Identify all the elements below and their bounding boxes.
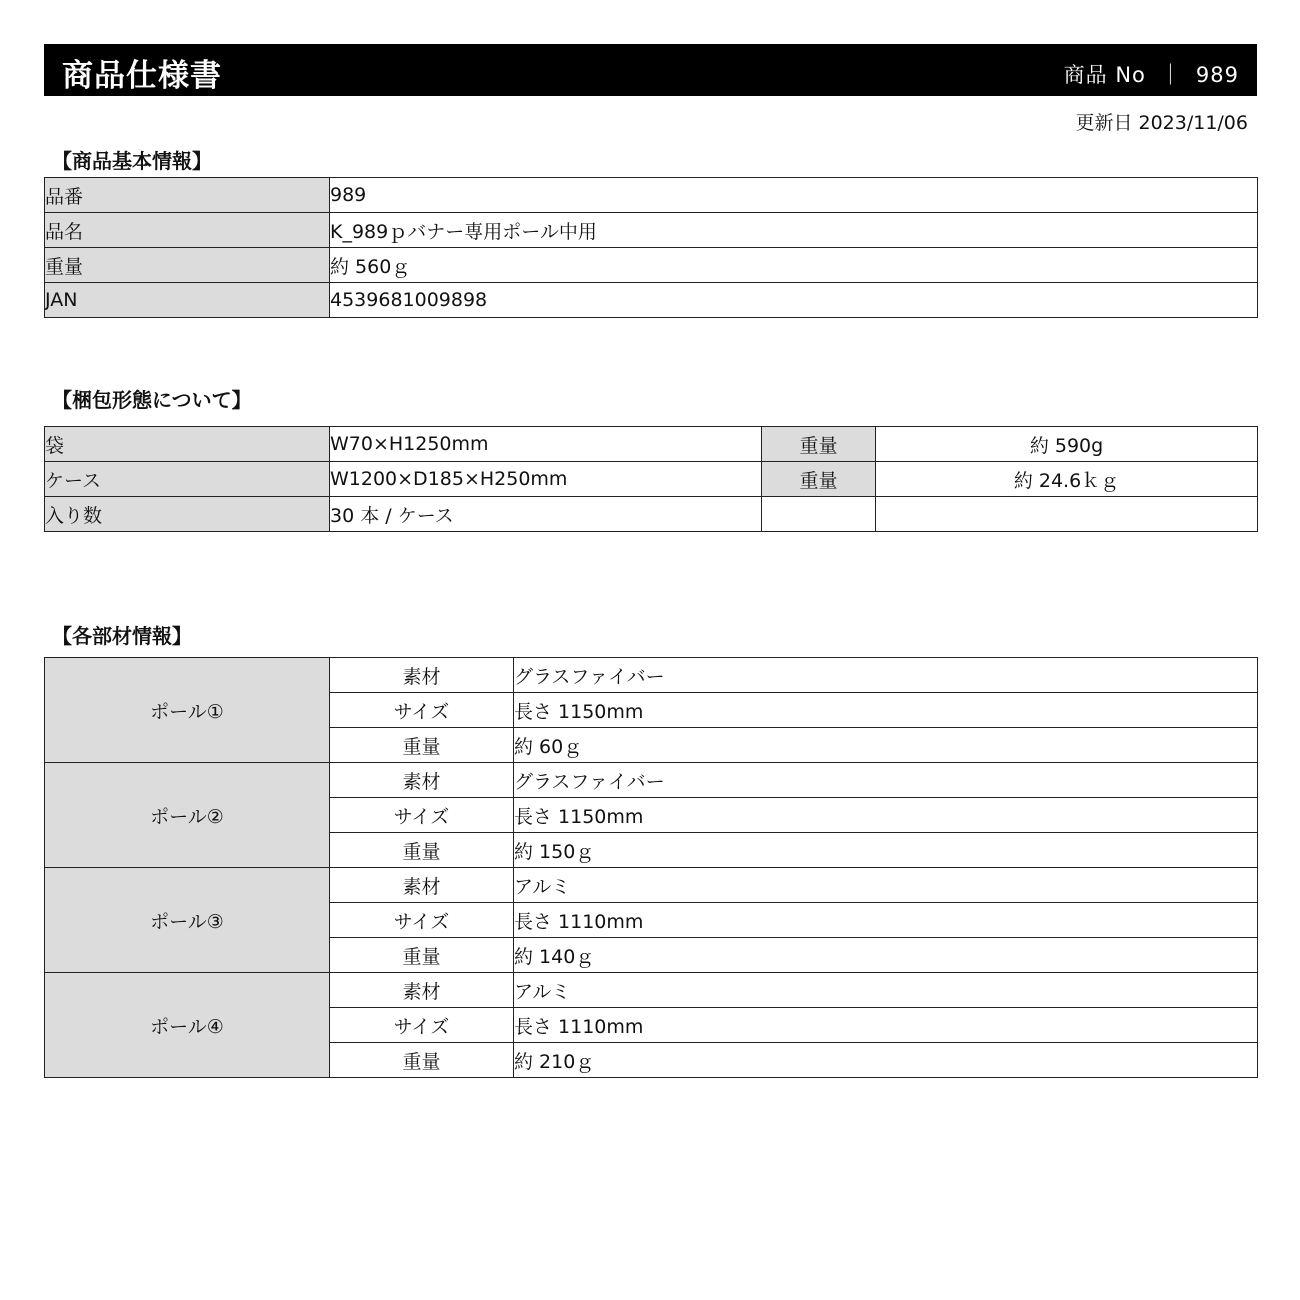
attr-value: アルミ — [514, 868, 1258, 903]
row-label: 重量 — [45, 248, 330, 283]
attr-value: 約 150ｇ — [514, 833, 1258, 868]
empty-cell — [762, 497, 876, 532]
updated-date: 更新日 2023/11/06 — [1075, 112, 1248, 134]
table-row — [45, 283, 1258, 318]
attr-label: サイズ — [330, 693, 514, 728]
table-row — [45, 427, 1258, 462]
section-title-parts: 【各部材情報】 — [52, 624, 192, 648]
row-value: 4539681009898 — [330, 283, 1258, 318]
packaging-table — [44, 426, 1258, 532]
part-name: ポール② — [45, 763, 330, 868]
header-separator: ｜ — [1159, 63, 1182, 87]
attr-value: グラスファイバー — [514, 763, 1258, 798]
table-row — [45, 973, 1258, 1008]
section-title-basic: 【商品基本情報】 — [52, 149, 212, 173]
weight-value: 約 24.6ｋｇ — [876, 462, 1258, 497]
row-value: 約 560ｇ — [330, 248, 1258, 283]
parts-table — [44, 657, 1258, 1078]
attr-label: 素材 — [330, 868, 514, 903]
attr-label: 重量 — [330, 728, 514, 763]
attr-value: グラスファイバー — [514, 658, 1258, 693]
attr-label: サイズ — [330, 903, 514, 938]
table-row — [45, 178, 1258, 213]
attr-value: 長さ 1150mm — [514, 798, 1258, 833]
table-row — [45, 497, 1258, 532]
attr-value: 長さ 1110mm — [514, 1008, 1258, 1043]
row-value: W70×H1250mm — [330, 427, 762, 462]
empty-cell — [876, 497, 1258, 532]
row-label: 入り数 — [45, 497, 330, 532]
document-title: 商品仕様書 — [62, 58, 222, 94]
basic-info-table — [44, 177, 1258, 318]
row-label: 袋 — [45, 427, 330, 462]
table-row — [45, 868, 1258, 903]
attr-value: 約 60ｇ — [514, 728, 1258, 763]
weight-value: 約 590g — [876, 427, 1258, 462]
row-value: 989 — [330, 178, 1258, 213]
row-label: 品番 — [45, 178, 330, 213]
attr-label: 素材 — [330, 763, 514, 798]
part-name: ポール④ — [45, 973, 330, 1078]
attr-label: 素材 — [330, 973, 514, 1008]
product-number-value: 989 — [1195, 63, 1239, 87]
attr-value: 約 210ｇ — [514, 1043, 1258, 1078]
weight-label: 重量 — [762, 427, 876, 462]
section-title-packaging: 【梱包形態について】 — [52, 388, 252, 412]
attr-label: 重量 — [330, 938, 514, 973]
part-name: ポール③ — [45, 868, 330, 973]
attr-value: 約 140ｇ — [514, 938, 1258, 973]
row-label: JAN — [45, 283, 330, 318]
weight-label: 重量 — [762, 462, 876, 497]
attr-label: 素材 — [330, 658, 514, 693]
table-row — [45, 658, 1258, 693]
table-row — [45, 462, 1258, 497]
row-value: W1200×D185×H250mm — [330, 462, 762, 497]
attr-value: 長さ 1110mm — [514, 903, 1258, 938]
attr-value: アルミ — [514, 973, 1258, 1008]
product-number-label: 商品 No — [1063, 63, 1146, 87]
row-label: 品名 — [45, 213, 330, 248]
table-row — [45, 248, 1258, 283]
attr-label: 重量 — [330, 1043, 514, 1078]
row-value: K_989ｐバナー専用ポール中用 — [330, 213, 1258, 248]
row-value: 30 本 / ケース — [330, 497, 762, 532]
part-name: ポール① — [45, 658, 330, 763]
attr-label: サイズ — [330, 1008, 514, 1043]
table-row — [45, 213, 1258, 248]
attr-label: 重量 — [330, 833, 514, 868]
attr-value: 長さ 1150mm — [514, 693, 1258, 728]
row-label: ケース — [45, 462, 330, 497]
table-row — [45, 763, 1258, 798]
product-number — [1064, 59, 1239, 89]
document-header — [44, 44, 1257, 96]
parts-table-body — [45, 658, 1258, 1078]
attr-label: サイズ — [330, 798, 514, 833]
